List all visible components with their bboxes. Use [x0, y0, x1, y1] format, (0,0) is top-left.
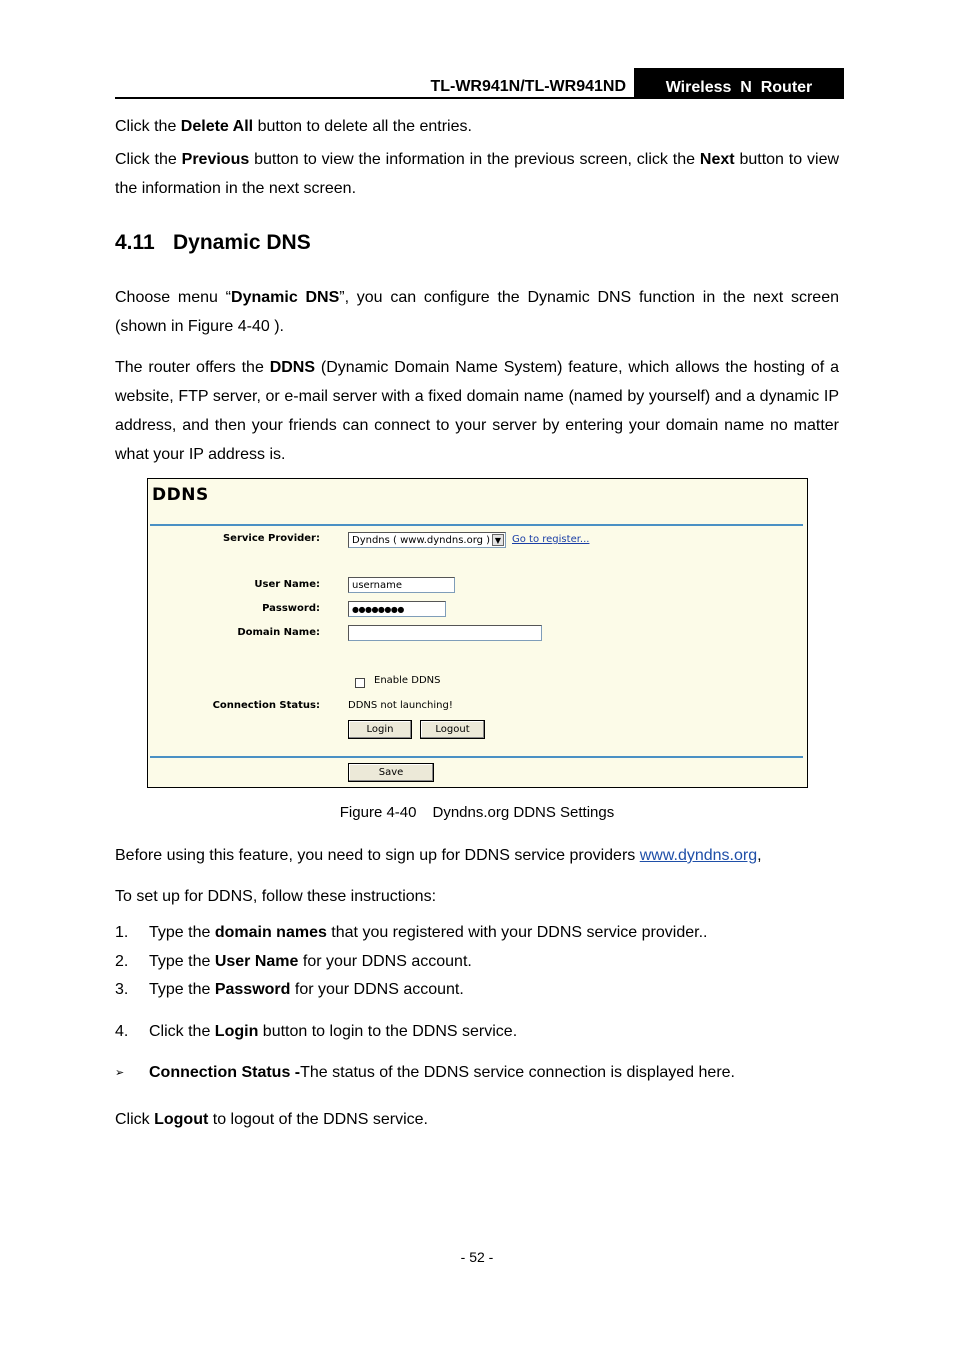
bold-text: Login — [214, 1023, 259, 1040]
bold-text: Connection Status - — [149, 1064, 301, 1081]
bold-text: domain names — [214, 924, 327, 941]
paragraph-previous-next — [115, 145, 839, 203]
go-to-register-link[interactable]: Go to register... — [512, 534, 590, 545]
bold-text: Logout — [154, 1111, 209, 1128]
bold-text: Delete All — [180, 118, 254, 135]
header-product-badge: Wireless N Router — [634, 68, 844, 99]
paragraph-ddns-description — [115, 353, 839, 469]
save-button[interactable]: Save — [348, 763, 434, 782]
bold-text: Previous — [181, 151, 250, 168]
step-number: 3. — [115, 981, 129, 998]
bold-text: Dynamic DNS — [231, 289, 340, 306]
text: that you registered with your DDNS service provider.. — [326, 924, 708, 941]
logout-button[interactable]: Logout — [420, 720, 485, 739]
text: for your DDNS account. — [298, 953, 472, 970]
paragraph-sign-up — [115, 841, 839, 870]
text: button to view the information in the previous screen, click the — [249, 151, 700, 168]
text: to logout of the DDNS service. — [208, 1111, 428, 1128]
step-number: 1. — [115, 924, 129, 941]
paragraph-logout — [115, 1105, 839, 1134]
bullet-text — [149, 1064, 735, 1082]
paragraph-delete-all — [115, 112, 839, 141]
text: button to delete all the entries. — [253, 118, 472, 135]
step-text — [149, 981, 464, 999]
bold-text: Password — [214, 981, 291, 998]
login-button[interactable]: Login — [348, 720, 412, 739]
password-label: Password: — [262, 603, 320, 614]
caption-number: Figure 4-40 — [339, 804, 417, 821]
user-name-label: User Name: — [254, 579, 320, 590]
dropdown-arrow-icon[interactable]: ▼ — [492, 534, 504, 546]
text: The router offers the — [115, 359, 270, 376]
domain-name-label: Domain Name: — [237, 627, 320, 638]
text: Click the — [115, 151, 182, 168]
enable-ddns-checkbox[interactable] — [355, 678, 365, 688]
text: Choose menu “ — [115, 289, 232, 306]
text: for your DDNS account. — [290, 981, 464, 998]
text: Type the — [149, 953, 215, 970]
figure-divider-bottom — [150, 756, 803, 758]
text: Type the — [149, 981, 215, 998]
caption-text: Dyndns.org DDNS Settings — [432, 804, 615, 821]
service-provider-label: Service Provider: — [222, 533, 320, 544]
bold-text: User Name — [214, 953, 299, 970]
text: Click the — [149, 1023, 215, 1040]
text: ”, you can configure the Dynamic DNS function in the next screen (shown in Figure 4-40 ). — [115, 289, 840, 335]
ddns-settings-figure — [147, 478, 808, 788]
connection-status-value: DDNS not launching! — [348, 700, 453, 711]
user-name-input[interactable]: username — [348, 577, 455, 593]
service-provider-value: Dyndns ( www.dyndns.org ) — [352, 535, 491, 546]
text: Click — [115, 1111, 155, 1128]
text: button to login to the DDNS service. — [258, 1023, 518, 1040]
dyndns-link[interactable]: www.dyndns.org — [639, 847, 758, 864]
bold-text: Next — [699, 151, 735, 168]
bullet-arrow-icon: ➢ — [115, 1067, 125, 1079]
domain-name-input[interactable] — [348, 625, 542, 641]
step-text — [149, 953, 472, 971]
paragraph-choose-menu — [115, 283, 839, 341]
section-number: 4.11 — [115, 231, 155, 254]
section-title: Dynamic DNS — [173, 231, 311, 254]
step-number: 4. — [115, 1023, 129, 1040]
service-provider-select[interactable] — [348, 532, 506, 548]
paragraph-instructions-intro: To set up for DDNS, follow these instructions: — [115, 888, 437, 905]
step-text — [149, 924, 707, 942]
password-input[interactable]: ●●●●●●●● — [348, 601, 446, 617]
bold-text: DDNS — [269, 359, 316, 376]
connection-status-label: Connection Status: — [212, 700, 320, 711]
header-model: TL-WR941N/TL-WR941ND — [430, 78, 626, 95]
step-number: 2. — [115, 953, 129, 970]
page-number: - 52 - — [460, 1249, 494, 1265]
figure-caption — [0, 804, 954, 821]
text: Before using this feature, you need to sign up for DDNS service providers — [115, 847, 640, 864]
step-text — [149, 1023, 517, 1041]
text: , — [757, 847, 762, 864]
enable-ddns-label: Enable DDNS — [374, 675, 441, 686]
text: Click the — [115, 118, 181, 135]
header-rule — [115, 97, 844, 99]
section-heading — [115, 231, 311, 255]
text: Type the — [149, 924, 215, 941]
figure-title: DDNS — [152, 485, 209, 505]
text: (Dynamic Domain Name System) feature, which allows the hosting of a website, FTP server, or e-mail server with a fixed domain name (named by yourself) and a dynamic IP address, and then your friends can connect to your server by entering your domain name no matter what your IP address is. — [115, 359, 839, 463]
text: The status of the DDNS service connection is displayed here. — [300, 1064, 735, 1081]
figure-divider-top — [150, 524, 803, 526]
text: button to view the information in the next screen. — [115, 151, 840, 197]
